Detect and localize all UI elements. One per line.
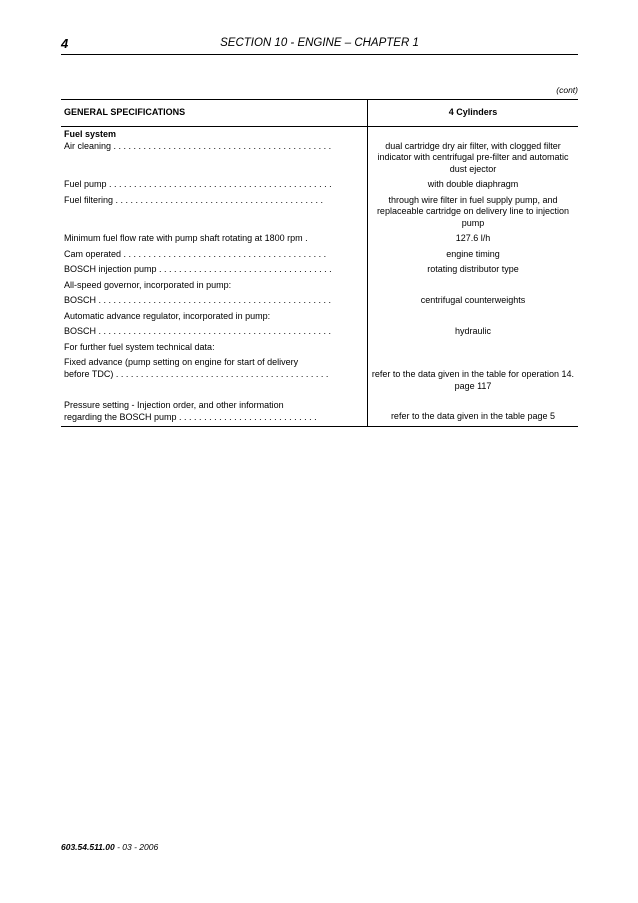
row-label: Air cleaning . . . . . . . . . . . . . . . . . . . . . . . . . . . . . . . . . . . . . . . . . . . .	[64, 140, 332, 151]
row-label-line: Pressure setting - Injection order, and other information	[64, 400, 284, 410]
table-row	[61, 291, 578, 307]
table-row	[61, 276, 578, 292]
row-label	[61, 353, 368, 392]
document-date: - 03 - 2006	[114, 842, 159, 852]
row-value: hydraulic	[368, 322, 579, 338]
table-row	[61, 245, 578, 261]
row-value	[368, 307, 579, 323]
row-label-line: before TDC) . . . . . . . . . . . . . . . . . . . . . . . . . . . . . . . . . . . . . . . . . . .	[64, 368, 329, 379]
row-value: 127.6 l/h	[368, 229, 579, 245]
table-header-row	[61, 100, 578, 127]
table-group-row	[61, 127, 578, 141]
row-value: rotating distributor type	[368, 260, 579, 276]
table-row	[61, 307, 578, 323]
row-value	[368, 276, 579, 292]
section-title: SECTION 10 - ENGINE – CHAPTER 1	[220, 37, 419, 49]
row-label: Minimum fuel flow rate with pump shaft rotating at 1800 rpm .	[64, 233, 308, 243]
document-number: 603.54.511.00	[61, 842, 115, 852]
page-number: 4	[61, 36, 69, 51]
row-value: with double diaphragm	[368, 175, 579, 191]
page-footer	[61, 842, 158, 852]
row-label-line: regarding the BOSCH pump . . . . . . . . . . . . . . . . . . . . . . . . . . . .	[64, 411, 317, 422]
group-title: Fuel system	[64, 129, 117, 139]
table-row	[61, 191, 578, 230]
row-label: All-speed governor, incorporated in pump:	[64, 279, 232, 290]
row-label: For further fuel system technical data:	[64, 341, 215, 352]
row-value: refer to the data given in the table for operation 14. page 117	[368, 353, 579, 392]
table-row	[61, 141, 578, 176]
row-label: Automatic advance regulator, incorporated in pump:	[64, 310, 271, 321]
row-label-line: Fixed advance (pump setting on engine for start of delivery	[64, 357, 299, 367]
column-header-specifications: GENERAL SPECIFICATIONS	[61, 100, 368, 127]
column-header-cylinders: 4 Cylinders	[368, 100, 579, 127]
row-value	[368, 338, 579, 354]
table-row	[61, 392, 578, 427]
row-label: BOSCH . . . . . . . . . . . . . . . . . . . . . . . . . . . . . . . . . . . . . . . . . . . . . . .	[64, 326, 332, 336]
row-label	[61, 392, 368, 427]
row-value: through wire filter in fuel supply pump, and replaceable cartridge on delivery line to injection pump	[368, 191, 579, 230]
continued-label: (cont)	[556, 85, 578, 95]
row-value: engine timing	[368, 245, 579, 261]
table-row	[61, 229, 578, 245]
row-value: dual cartridge dry air filter, with clogged filter indicator with centrifugal pre-filter and automatic dust ejector	[368, 141, 579, 176]
row-label: Cam operated . . . . . . . . . . . . . . . . . . . . . . . . . . . . . . . . . . . . . . . . .	[64, 248, 327, 259]
table-row	[61, 322, 578, 338]
row-label: Fuel pump . . . . . . . . . . . . . . . . . . . . . . . . . . . . . . . . . . . . . . . . . . . . .	[64, 179, 332, 189]
table-row	[61, 175, 578, 191]
row-label: BOSCH . . . . . . . . . . . . . . . . . . . . . . . . . . . . . . . . . . . . . . . . . . . . . . .	[64, 295, 332, 305]
row-label: Fuel filtering . . . . . . . . . . . . . . . . . . . . . . . . . . . . . . . . . . . . . . . . . .	[64, 194, 324, 205]
row-label: BOSCH injection pump . . . . . . . . . . . . . . . . . . . . . . . . . . . . . . . . . . .	[64, 264, 332, 274]
table-row	[61, 338, 578, 354]
row-value: centrifugal counterweights	[368, 291, 579, 307]
specifications-table	[61, 99, 578, 427]
table-row	[61, 353, 578, 392]
page-header	[61, 36, 578, 55]
row-value: refer to the data given in the table page 5	[368, 392, 579, 427]
table-row	[61, 260, 578, 276]
